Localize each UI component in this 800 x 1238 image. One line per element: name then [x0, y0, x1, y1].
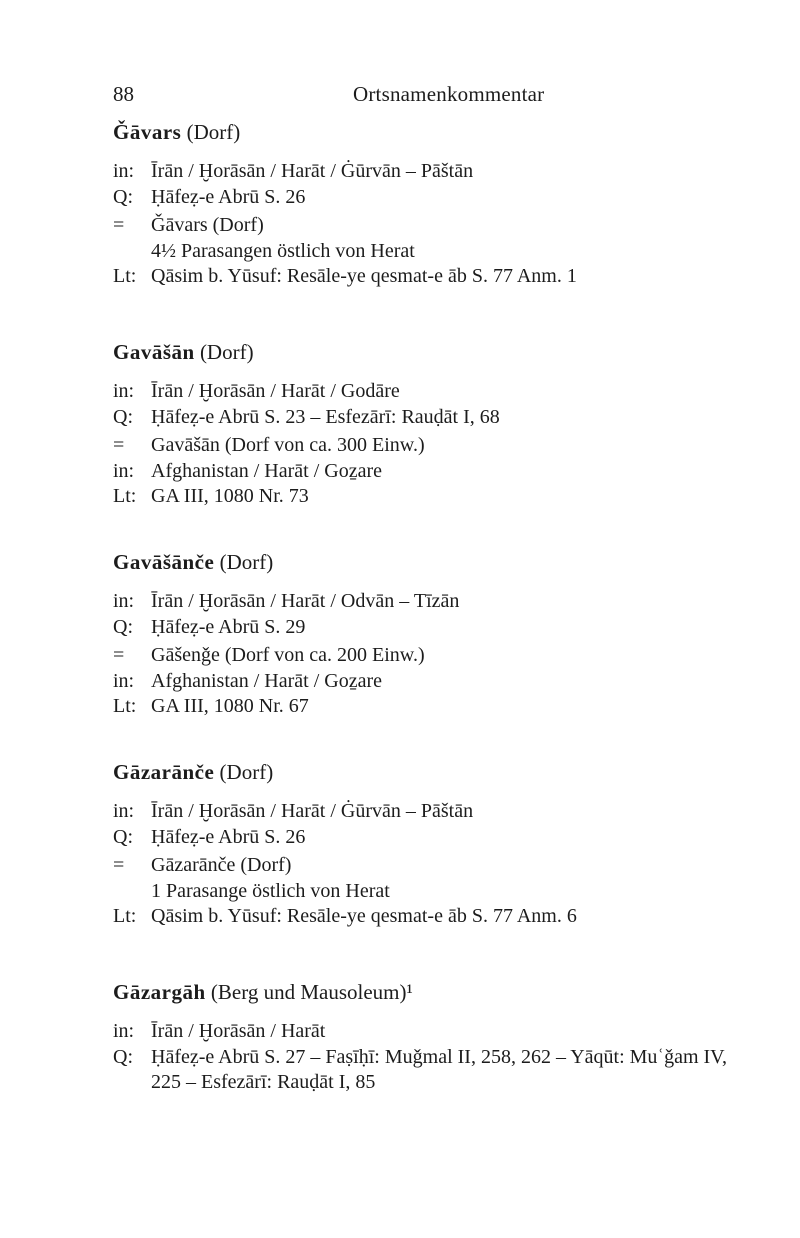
- entry-type: (Dorf): [219, 760, 274, 784]
- entry-lines: [113, 589, 793, 720]
- entry-lines: [113, 159, 793, 290]
- entry-line: [113, 615, 793, 641]
- line-key: in:: [113, 669, 135, 692]
- entry-title: [113, 757, 793, 787]
- line-value: Gavāšān (Dorf von ca. 300 Einw.): [151, 434, 425, 457]
- entry-title: [113, 337, 793, 367]
- line-value: Īrān / Ḫorāsān / Harāt / Odvān – Tīzān: [151, 590, 460, 612]
- entry-gazargah: [113, 977, 793, 1096]
- line-key: Q:: [113, 615, 133, 638]
- entry-line: [113, 589, 793, 615]
- line-value: Ḥāfeẓ-e Abrū S. 29: [151, 615, 306, 638]
- line-value: Ḥāfeẓ-e Abrū S. 26: [151, 185, 306, 208]
- line-value: Afghanistan / Harāt / Goẕare: [151, 669, 383, 692]
- entry-line: [113, 379, 793, 405]
- entry-lines: [113, 379, 793, 510]
- entry-line: [113, 433, 793, 459]
- line-value: Afghanistan / Harāt / Goẕare: [151, 459, 383, 482]
- line-key: [113, 1070, 151, 1096]
- entry-name: Gavāšān: [113, 340, 195, 364]
- entry-line: [113, 1070, 793, 1096]
- entry-title: [113, 117, 793, 147]
- entry-type: (Berg und Mausoleum)¹: [210, 980, 413, 1004]
- line-value: Ḥāfeẓ-e Abrū S. 23 – Esfezārī: Rauḍāt I, 68: [151, 405, 500, 428]
- entry-line: [113, 264, 793, 290]
- running-title: Ortsnamenkommentar: [353, 82, 545, 106]
- line-value: Īrān / Ḫorāsān / Harāt / Ġūrvān – Pāštān: [151, 800, 474, 822]
- line-value: GA III, 1080 Nr. 73: [151, 485, 309, 508]
- line-value: Gāšenǧe (Dorf von ca. 200 Einw.): [151, 644, 425, 667]
- line-key: [113, 239, 151, 265]
- entry-type: (Dorf): [219, 550, 274, 574]
- line-value: 225 – Esfezārī: Rauḍāt I, 85: [151, 1071, 376, 1094]
- entry-line: [113, 694, 793, 720]
- line-key: =: [113, 434, 125, 457]
- entry-name: Gāzarānče: [113, 760, 215, 784]
- entry-line: [113, 213, 793, 239]
- entry-line: [113, 484, 793, 510]
- line-key: =: [113, 854, 125, 877]
- line-key: Lt:: [113, 485, 137, 508]
- line-key: [113, 879, 151, 905]
- line-key: =: [113, 214, 125, 237]
- entry-line: [113, 799, 793, 825]
- entry-lines: [113, 1019, 793, 1096]
- running-header: [113, 82, 720, 112]
- page-number: 88: [113, 82, 134, 106]
- line-key: =: [113, 644, 125, 667]
- entry-line: [113, 405, 793, 431]
- line-key: in:: [113, 590, 135, 612]
- entry-title: [113, 977, 793, 1007]
- entry-line: [113, 853, 793, 879]
- line-key: Q:: [113, 405, 133, 428]
- line-key: Q:: [113, 825, 133, 848]
- entry-line: [113, 1045, 793, 1071]
- line-key: Lt:: [113, 695, 137, 718]
- entry-type: (Dorf): [186, 120, 241, 144]
- entry-type: (Dorf): [199, 340, 254, 364]
- entry-name: Ǧāvars: [113, 120, 182, 144]
- entry-line: [113, 643, 793, 669]
- line-key: in:: [113, 800, 135, 822]
- entry-gavars: [113, 117, 793, 290]
- entry-gazarance: [113, 757, 793, 930]
- line-key: Q:: [113, 1045, 133, 1068]
- line-value: Qāsim b. Yūsuf: Resāle-ye qesmat-e āb S. 77 Anm. 1: [151, 265, 577, 288]
- entry-line: [113, 669, 793, 695]
- line-value: Īrān / Ḫorāsān / Harāt / Godāre: [151, 380, 400, 402]
- entry-line: [113, 159, 793, 185]
- line-value: Qāsim b. Yūsuf: Resāle-ye qesmat-e āb S. 77 Anm. 6: [151, 905, 577, 928]
- line-key: in:: [113, 380, 135, 402]
- line-value: 4½ Parasangen östlich von Herat: [151, 239, 415, 262]
- entry-line: [113, 239, 793, 265]
- entry-title: [113, 547, 793, 577]
- line-key: in:: [113, 459, 135, 482]
- line-value: GA III, 1080 Nr. 67: [151, 695, 309, 718]
- line-key: Q:: [113, 185, 133, 208]
- entry-name: Gavāšānče: [113, 550, 215, 574]
- line-key: in:: [113, 1020, 135, 1042]
- line-value: Ḥāfeẓ-e Abrū S. 26: [151, 825, 306, 848]
- entry-line: [113, 879, 793, 905]
- entry-line: [113, 825, 793, 851]
- entry-line: [113, 185, 793, 211]
- entry-name: Gāzargāh: [113, 980, 206, 1004]
- entry-lines: [113, 799, 793, 930]
- entry-gavasance: [113, 547, 793, 720]
- entry-line: [113, 1019, 793, 1045]
- line-key: Lt:: [113, 265, 137, 288]
- line-value: 1 Parasange östlich von Herat: [151, 879, 390, 902]
- line-value: Īrān / Ḫorāsān / Harāt: [151, 1020, 326, 1042]
- line-value: Gāzarānče (Dorf): [151, 854, 292, 877]
- line-value: Ḥāfeẓ-e Abrū S. 27 – Faṣīḥī: Muǧmal II, 258, 262 – Yāqūt: Muʿǧam IV,: [151, 1045, 728, 1068]
- line-key: Lt:: [113, 905, 137, 928]
- line-value: Īrān / Ḫorāsān / Harāt / Ġūrvān – Pāštān: [151, 160, 474, 182]
- entry-line: [113, 904, 793, 930]
- entry-gavasan: [113, 337, 793, 510]
- line-value: Ǧāvars (Dorf): [151, 214, 264, 237]
- line-key: in:: [113, 160, 135, 182]
- entry-line: [113, 459, 793, 485]
